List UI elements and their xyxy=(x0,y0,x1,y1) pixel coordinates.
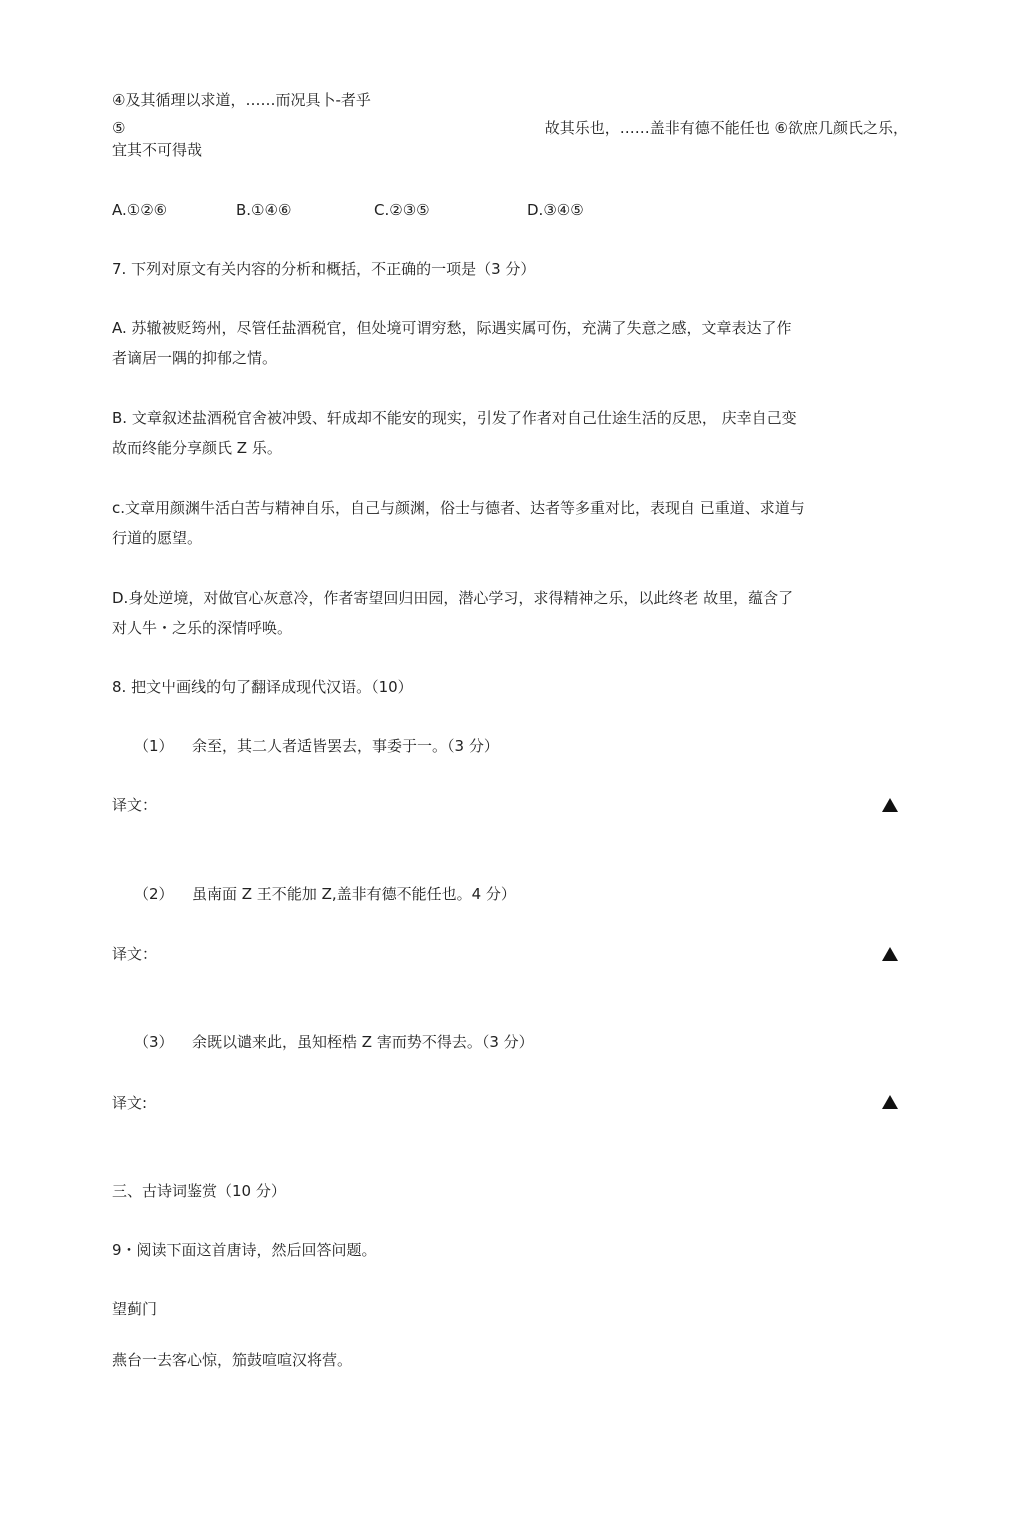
q7-option-c-line1: c.文章用颜渊牛活白苦与精神自乐，自己与颜渊，俗士与德者、达者等多重对比，表现自 已重道、求道与 xyxy=(112,499,805,517)
poem-line-1: 燕台一去客心惊，笳鼓喧喧汉将营。 xyxy=(112,1351,353,1369)
q6-option-a: A.①②⑥ xyxy=(112,201,168,219)
q6-option-c: C.②③⑤ xyxy=(374,201,430,219)
poem-title: 望蓟门 xyxy=(112,1300,158,1318)
q7-option-c-line2: 行道的愿望。 xyxy=(112,529,203,547)
q8-stem: 8. 把文屮画线的句了翻译成现代汉语。（10） xyxy=(112,678,413,696)
triangle-marker-icon xyxy=(882,1095,898,1109)
q6-option-b: B.①④⑥ xyxy=(236,201,292,219)
q7-option-b-line1: B. 文章叙述盐酒税官舍被冲毁、轩成却不能安的现实，引发了作者对自己仕途生活的反思， 庆幸自己变 xyxy=(112,409,797,427)
subquestion-number: （2） xyxy=(134,885,174,903)
subquestion-text: 余至，其二人者适皆罢去，事委于一。（3 分） xyxy=(192,737,499,755)
item-5-mark: ⑤ xyxy=(112,119,126,137)
q7-stem: 7. 下列对原文有关内容的分析和概括，不正确的一项是（3 分） xyxy=(112,260,536,278)
section-3-heading: 三、古诗词鉴赏（10 分） xyxy=(112,1182,286,1200)
q6-option-d: D.③④⑤ xyxy=(527,201,584,219)
translation-label-2: 译文： xyxy=(112,945,158,963)
q7-option-a-line1: A. 苏辙被贬筠州，尽管任盐酒税官，但处境可谓穷愁，际遇实属可伤，充满了失意之感，文章表达了作 xyxy=(112,319,792,337)
item-5-text: 故其乐也，……盖非有德不能任也 ⑥欲庶几颜氏之乐， xyxy=(544,119,908,137)
item-6-continuation: 宜其不可得哉 xyxy=(112,141,203,159)
q7-option-d-line1: D.身处逆境，对做官心灰意冷，作者寄望回归田园，潜心学习，求得精神之乐，以此终老 故里，蕴含了 xyxy=(112,589,794,607)
item-4: ④及其循理以求道，……而况具卜-者乎 xyxy=(112,91,371,109)
translation-label-3: 译文: xyxy=(112,1094,148,1112)
q9-stem: 9・阅读下面这首唐诗，然后回答问题。 xyxy=(112,1241,377,1259)
subquestion-text: 虽南面 Z 王不能加 Z,盖非有德不能任也。4 分） xyxy=(192,885,516,903)
triangle-marker-icon xyxy=(882,798,898,812)
translation-label-1: 译文： xyxy=(112,796,158,814)
subquestion-text: 余既以谴来此，虽知桎梏 Z 害而势不得去。（3 分） xyxy=(192,1033,534,1051)
q7-option-d-line2: 对人牛・之乐的深情呼唤。 xyxy=(112,619,293,637)
q7-option-a-line2: 者谪居一隅的抑郁之情。 xyxy=(112,349,278,367)
subquestion-number: （1） xyxy=(134,737,174,755)
subquestion-number: （3） xyxy=(134,1033,174,1051)
q7-option-b-line2: 故而终能分享颜氏 Z 乐。 xyxy=(112,439,282,457)
triangle-marker-icon xyxy=(882,947,898,961)
